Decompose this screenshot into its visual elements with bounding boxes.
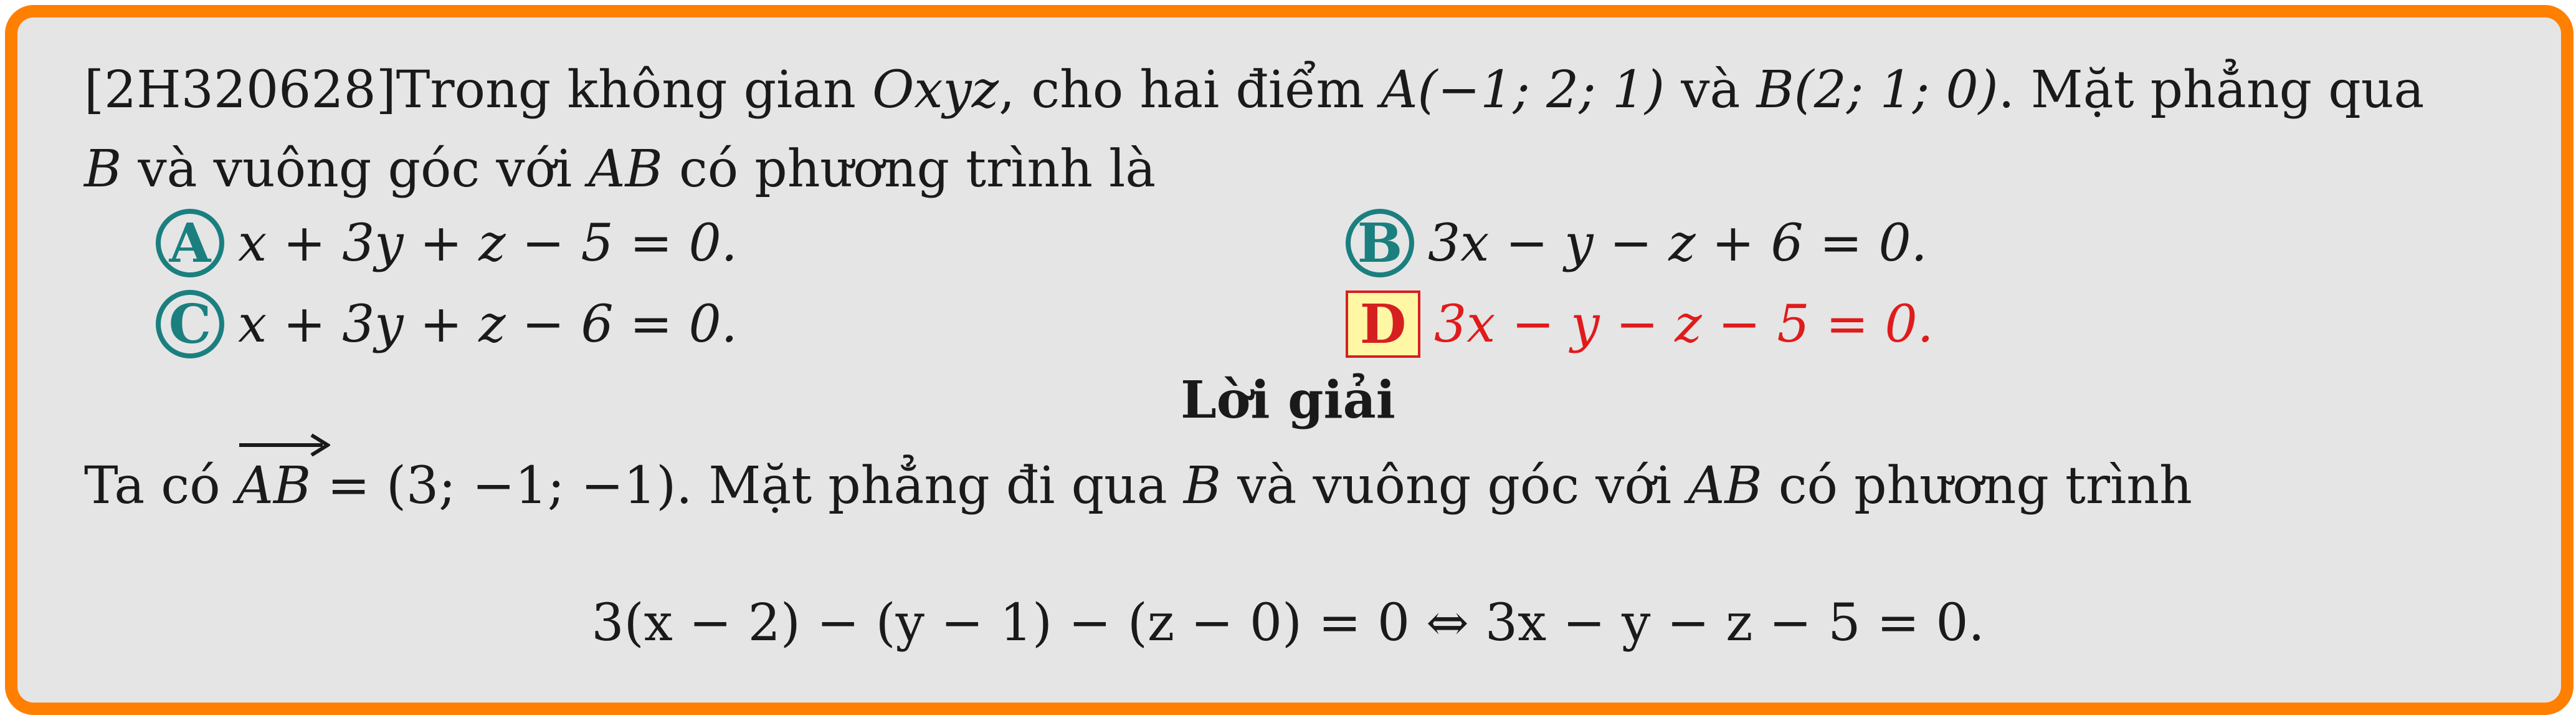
choice-b-equation: 3x − y − z + 6 = 0. [1428,213,1927,273]
point-b-ref: B [84,140,122,199]
question-code: [2H320628] [84,60,396,120]
solution-text: = (3; −1; −1). Mặt phẳng đi qua [311,456,1184,516]
point-b-ref: B [1183,456,1222,516]
point-b: B(2; 1; 0) [1756,60,1999,120]
solution-equation: 3(x − 2) − (y − 1) − (z − 0) = 0 ⇔ 3x − y − z − 5 = 0. [591,593,1985,653]
vector-ab [237,455,311,517]
solution-text: Ta có [84,456,237,516]
choice-d[interactable] [1346,293,1934,355]
vector-arrow-icon [237,431,330,456]
solution-text: có phương trình [1762,456,2192,516]
choice-c-badge: C [156,290,224,358]
question-text: . Mặt phẳng qua [1998,60,2425,120]
choice-a-equation: x + 3y + z − 5 = 0. [238,213,738,273]
choice-c[interactable] [156,293,738,355]
point-a: A(−1; 2; 1) [1381,60,1665,120]
choice-b-badge: B [1346,209,1414,277]
choice-d-equation: 3x − y − z − 5 = 0. [1434,294,1934,354]
question-text: , cho hai điểm [999,60,1381,120]
segment-ab: AB [1688,456,1762,516]
choice-a-badge: A [156,209,224,277]
vector-label: AB [236,456,311,516]
question-text: và [1665,60,1757,120]
solution-heading: Lời giải [1181,370,1395,430]
solution-line [84,455,2192,517]
choice-a[interactable] [156,212,738,274]
solution-text: và vuông góc với [1221,456,1688,516]
question-text: Trong không gian [396,60,873,120]
question-line-2 [84,138,1156,201]
choice-d-badge-correct: D [1346,290,1420,358]
question-line-1 [84,59,2424,122]
choice-c-equation: x + 3y + z − 6 = 0. [238,294,738,354]
choice-b[interactable] [1346,212,1927,274]
question-text: và vuông góc với [121,140,589,199]
question-text: có phương trình là [662,140,1156,199]
coordinate-system: Oxyz [872,60,999,120]
segment-ab: AB [588,140,663,199]
